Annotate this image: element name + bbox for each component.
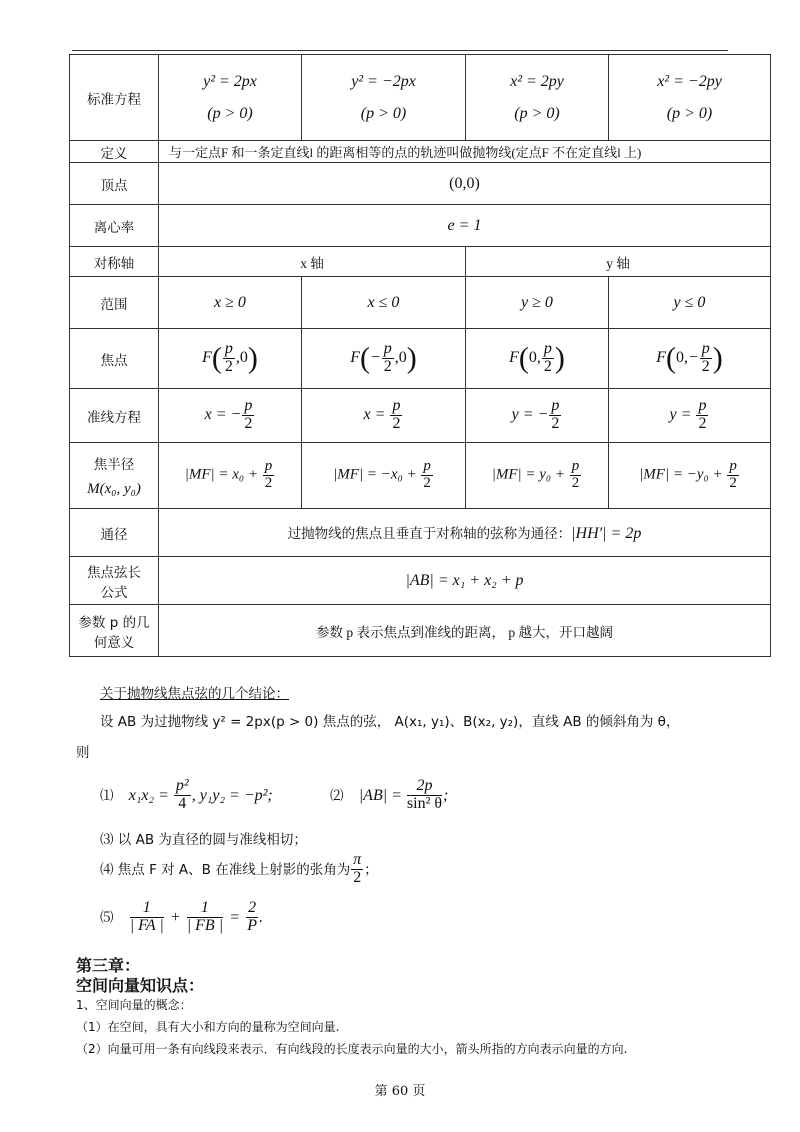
row-focal-chord [70, 557, 771, 605]
focal-radius-cell: |MF| = −y₀ + $\frac{p}{2}$ [609, 443, 771, 509]
label-focal-chord: 焦点弦长 公式 [70, 557, 159, 605]
focus-cell: F(0,− $\frac{p}{2}$ ) [609, 329, 771, 389]
header-rule [72, 50, 728, 51]
conclusion-1: ⑴ x₁x₂ = $\frac{\text{p²}}{4}$ , y₁y₂ = −p²; [100, 777, 273, 812]
focal-radius-cell: |MF| = x₀ + $\frac{p}{2}$ [159, 443, 302, 509]
label-directrix: 准线方程 [70, 389, 159, 443]
directrix-cell: y = $\frac{p}{2}$ [609, 389, 771, 443]
label-range: 范围 [70, 277, 159, 329]
range-cell: y ≤ 0 [609, 277, 771, 329]
label-vertex: 顶点 [70, 163, 159, 205]
latus-rectum-text: 过抛物线的焦点且垂直于对称轴的弦称为通径：|HH′| = 2p [159, 509, 771, 557]
row-latus-rectum [70, 509, 771, 557]
notes-intro: 设 AB 为过抛物线 y² = 2px(p > 0) 焦点的弦， A(x₁, y₁)、B(x₂, y₂)，直线 AB 的倾斜角为 θ， [100, 714, 680, 730]
row-focal-radius [70, 443, 771, 509]
conclusion-5: ⑸ $\frac{1}{| FA |}$ + $\frac{1}{| FB |}$ = $\frac{2}{P}$ . [100, 899, 264, 934]
row-directrix [70, 389, 771, 443]
axis-x: x 轴 [159, 247, 466, 277]
row-eccentricity [70, 205, 771, 247]
notes-heading: 关于抛物线焦点弦的几个结论： [100, 686, 289, 702]
focal-radius-cell: |MF| = y₀ + $\frac{p}{2}$ [466, 443, 609, 509]
chapter-title: 第三章： [76, 956, 141, 975]
range-cell: x ≥ 0 [159, 277, 302, 329]
parabola-properties-table [69, 54, 771, 657]
row-range [70, 277, 771, 329]
std-eq-cell: x² = −2py (p > 0) [609, 55, 771, 141]
focal-chord-formula: |AB| = x₁ + x₂ + p [159, 557, 771, 605]
focal-radius-cell: |MF| = −x₀ + $\frac{p}{2}$ [302, 443, 466, 509]
label-eccentricity: 离心率 [70, 205, 159, 247]
directrix-cell: x = $\frac{p}{2}$ [302, 389, 466, 443]
parameter-text: 参数 p 表示焦点到准线的距离， p 越大，开口越阔 [159, 605, 771, 657]
row-axis [70, 247, 771, 277]
focus-cell: F(− $\frac{p}{2}$ ,0) [302, 329, 466, 389]
std-eq-cell: y² = −2px (p > 0) [302, 55, 466, 141]
label-standard-equation: 标准方程 [70, 55, 159, 141]
chapter-subtitle: 空间向量知识点： [76, 976, 205, 995]
label-focal-radius: 焦半径 M(x₀, y₀) [70, 443, 159, 509]
label-axis: 对称轴 [70, 247, 159, 277]
row-definition [70, 141, 771, 163]
label-definition: 定义 [70, 141, 159, 163]
range-cell: x ≤ 0 [302, 277, 466, 329]
directrix-cell: y = − $\frac{p}{2}$ [466, 389, 609, 443]
row-focus [70, 329, 771, 389]
conclusion-3: ⑶ 以 AB 为直径的圆与准线相切； [100, 832, 307, 848]
label-focus: 焦点 [70, 329, 159, 389]
focus-cell: F(0, $\frac{p}{2}$ ) [466, 329, 609, 389]
directrix-cell: x = − $\frac{p}{2}$ [159, 389, 302, 443]
std-eq-cell: y² = 2px (p > 0) [159, 55, 302, 141]
conclusion-2: ⑵ |AB| = $\frac{2p}{\text{sin² θ}}$ ; [330, 777, 449, 812]
label-latus-rectum: 通径 [70, 509, 159, 557]
conclusion-4: ⑷ 焦点 F 对 A、B 在准线上射影的张角为 $\frac{\pi}{2}$ ； [100, 851, 378, 886]
row-vertex [70, 163, 771, 205]
chapter-p2: （1）在空间，具有大小和方向的量称为空间向量. [76, 1020, 340, 1034]
vertex-value: (0,0) [159, 163, 771, 205]
range-cell: y ≥ 0 [466, 277, 609, 329]
axis-y: y 轴 [466, 247, 771, 277]
eccentricity-value: e = 1 [159, 205, 771, 247]
row-parameter [70, 605, 771, 657]
focus-cell: F( $\frac{p}{2}$ ,0) [159, 329, 302, 389]
row-standard-equation [70, 55, 771, 141]
chapter-p3: （2）向量可用一条有向线段来表示．有向线段的长度表示向量的大小，箭头所指的方向表示向量的方向. [76, 1042, 628, 1056]
std-eq-cell: x² = 2py (p > 0) [466, 55, 609, 141]
definition-text: 与一定点F 和一条定直线l 的距离相等的点的轨迹叫做抛物线(定点F 不在定直线l 上) [159, 141, 771, 163]
chapter-p1: 1、空间向量的概念： [76, 998, 192, 1012]
label-parameter: 参数 p 的几 何意义 [70, 605, 159, 657]
notes-intro-end: 则 [76, 745, 90, 761]
page-number: 第 60 页 [374, 1084, 426, 1099]
